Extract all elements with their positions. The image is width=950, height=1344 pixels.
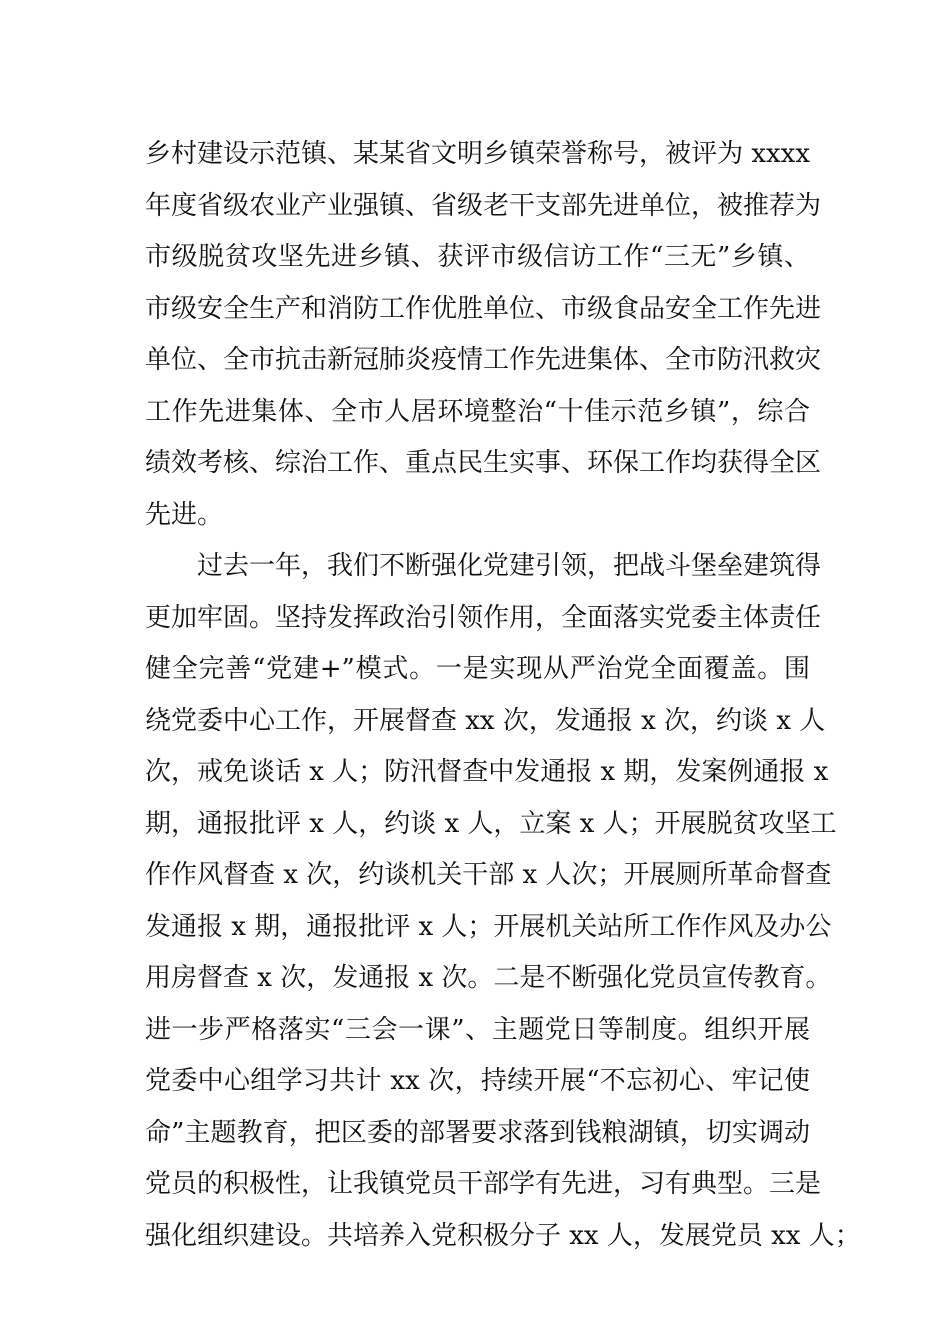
text-line: 发通报 x 期，通报批评 x 人；开展机关站所工作作风及办公 (145, 911, 832, 942)
text-line: 命”主题教育，把区委的部署要求落到钱粮湖镇，切实调动 (145, 1117, 810, 1148)
text-line: 年度省级农业产业强镇、省级老干支部先进单位，被推荐为 (145, 190, 822, 221)
text-line: 绕党委中心工作，开展督查 xx 次，发通报 x 次，约谈 x 人 (145, 705, 826, 736)
text-line: 党员的积极性，让我镇党员干部学有先进，习有典型。三是 (145, 1169, 822, 1199)
text-line: 单位、全市抗击新冠肺炎疫情工作先进集体、全市防汛救灾 (145, 345, 822, 375)
text-line: 乡村建设示范镇、某某省文明乡镇荣誉称号，被评为 xxxx (145, 139, 810, 169)
text-line: 市级脱贫攻坚先进乡镇、获评市级信访工作“三无”乡镇、 (145, 242, 810, 272)
text-line: 用房督查 x 次，发通报 x 次。二是不断强化党员宣传教育。 (145, 963, 832, 993)
text-line: 强化组织建设。共培养入党积极分子 xx 人，发展党员 xx 人； (145, 1220, 861, 1251)
document-body (145, 129, 861, 1262)
text-line: 工作先进集体、全市人居环境整治“十佳示范乡镇”，综合 (145, 396, 810, 427)
text-line: 更加牢固。坚持发挥政治引领作用，全面落实党委主体责任 (145, 602, 822, 633)
text-line: 作作风督查 x 次，约谈机关干部 x 人次；开展厕所革命督查 (145, 860, 832, 890)
text-line: 绩效考核、综治工作、重点民生实事、环保工作均获得全区 (145, 448, 822, 478)
text-line: 进一步严格落实“三会一课”、主题党日等制度。组织开展 (145, 1014, 810, 1045)
text-line: 党委中心组学习共计 xx 次，持续开展“不忘初心、牢记使 (145, 1066, 810, 1096)
text-line: 过去一年，我们不断强化党建引领，把战斗堡垒建筑得 (197, 551, 822, 581)
text-line: 先进。 (145, 499, 224, 530)
paragraph-honors (145, 129, 822, 541)
text-line: 健全完善“党建+”模式。一是实现从严治党全面覆盖。围 (145, 654, 810, 684)
text-line: 市级安全生产和消防工作优胜单位、市级食品安全工作先进 (145, 293, 822, 324)
text-line: 次，戒免谈话 x 人；防汛督查中发通报 x 期，发案例通报 x (145, 757, 829, 787)
paragraph-party-building (145, 541, 861, 1262)
text-line: 期，通报批评 x 人，约谈 x 人，立案 x 人；开展脱贫攻坚工 (145, 808, 837, 839)
